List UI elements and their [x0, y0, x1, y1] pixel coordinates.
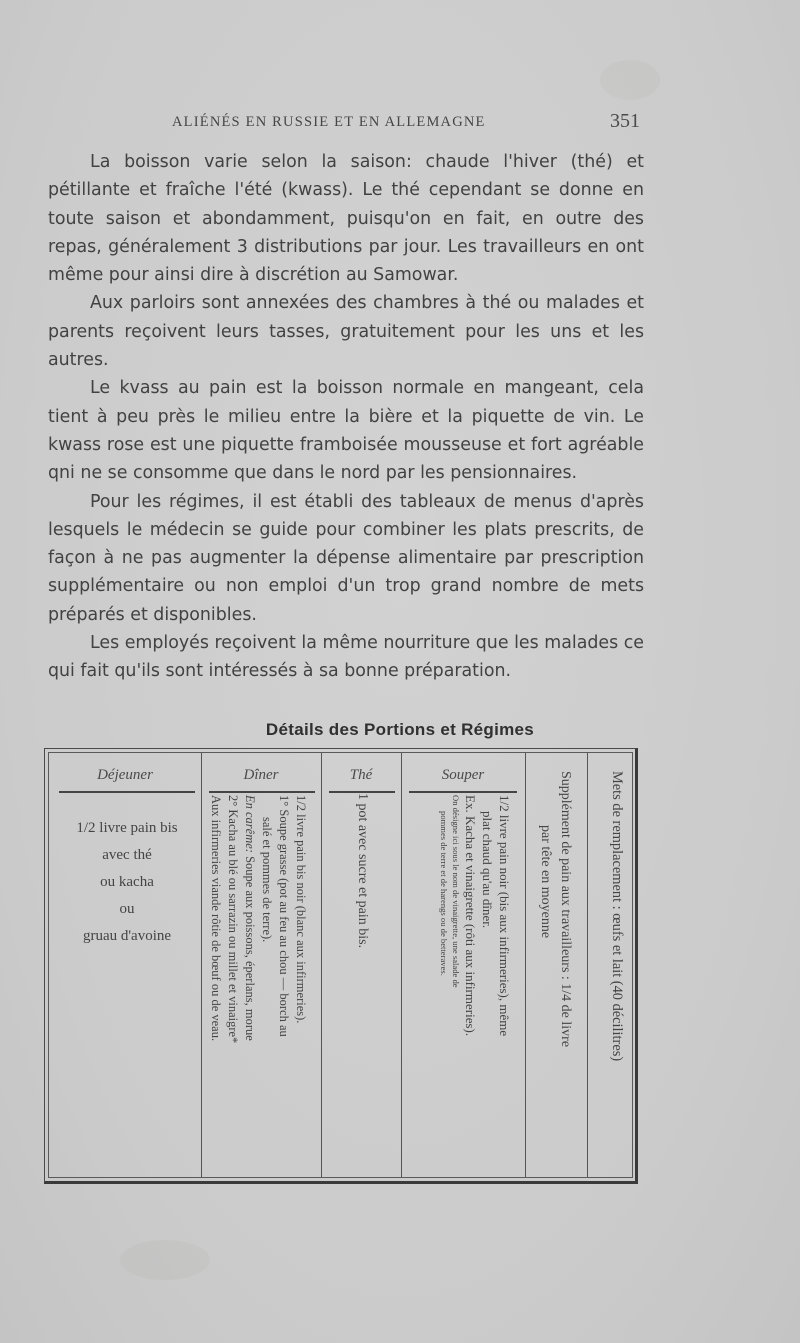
table-title: Détails des Portions et Régimes: [265, 720, 535, 739]
supplement-cell: [535, 771, 575, 1047]
diner-line: En carême: Soupe aux poissons, éperlans, morue: [243, 795, 257, 1041]
column-divider: [201, 753, 202, 1177]
paragraph: Pour les régimes, il est établi des tableaux de menus d'après lesquels le médecin se guide pour combiner les plats prescrits, de façon à ne pas augmenter la dépense alimentaire par prescription supplémentaire ou non emploi d'un trop grand nombre de mets préparés et disponibles.: [48, 491, 644, 625]
souper-note: pommes de terre et de harengs ou de betteraves.: [439, 811, 449, 976]
paragraph: Le kvass au pain est la boisson normale en mangeant, cela tient à peu près le milieu entre la bière et la piquette de vin. Le kwass rose est une piquette framboisée mousseuse et fort agréable qni ne se consomme que dans le nord par les pensionnaires.: [48, 378, 644, 484]
dejeuner-line: ou: [119, 901, 135, 917]
column-divider: [401, 753, 402, 1177]
diner-line: 1° Soupe grasse (pot au feu au chou — borch au: [277, 795, 291, 1037]
souper-line: plat chaud qu'au dîner.: [480, 811, 495, 929]
souper-line: Ex. Kacha et vinaigrette (rôti aux infirmeries).: [463, 795, 478, 1037]
header-dejeuner: Déjeuner: [97, 767, 153, 783]
the-line: 1 pot avec sucre et pain bis.: [355, 793, 370, 949]
paragraph: La boisson varie selon la saison: chaude l'hiver (thé) et pétillante et fraîche l'été (kwass). Le thé cependant se donne en toute saison et abondamment, puisqu'on en fait, en outre des repas, généralement 3 distributions par jour. Les travailleurs en ont même pour ainsi dire à discrétion au Samowar.: [48, 152, 644, 286]
column-divider: [321, 753, 322, 1177]
mets-cell: [607, 771, 627, 1061]
header-souper: Souper: [441, 767, 485, 783]
souper-note: On désigne ici sous le nom de vinaigrette, une salade de: [451, 795, 461, 988]
paper-stain: [600, 60, 660, 100]
diner-emphasis: En carême:: [243, 795, 257, 853]
souper-cell: [438, 795, 513, 1036]
dejeuner-line: avec thé: [102, 847, 152, 863]
portions-table: [44, 748, 638, 1184]
running-head: ALIÉNÉS EN RUSSIE ET EN ALLEMAGNE: [172, 114, 486, 130]
paper-stain: [120, 1240, 210, 1280]
diner-line: salé et pommes de terre).: [260, 817, 274, 943]
page-number: 351: [610, 110, 640, 132]
supplement-line: Supplément de pain aux travailleurs : 1/4 de livre: [558, 771, 573, 1048]
diner-line: 1/2 livre pain bis noir (blanc aux infirmeries).: [294, 795, 308, 1024]
paragraph: Les employés reçoivent la même nourriture que les malades ce qui fait qu'ils sont intéressés à sa bonne préparation.: [48, 633, 644, 682]
body-text: [48, 148, 644, 686]
header-the: Thé: [349, 767, 373, 783]
dejeuner-line: ou kacha: [100, 874, 154, 890]
header-rule: [409, 791, 517, 793]
diner-cell: [207, 795, 309, 1043]
dejeuner-line: gruau d'avoine: [82, 928, 172, 944]
paragraph: Aux parloirs sont annexées des chambres à thé ou malades et parents reçoivent leurs tasses, gratuitement pour les uns et les autres.: [48, 293, 644, 371]
dejeuner-cell: [57, 815, 197, 950]
column-divider: [525, 753, 526, 1177]
header-diner: Dîner: [243, 767, 279, 783]
mets-line: Mets de remplacement : œufs et lait (40 décilitres): [609, 771, 625, 1062]
supplement-line: par tête en moyenne: [538, 825, 553, 939]
dejeuner-line: 1/2 livre pain bis: [76, 820, 178, 836]
header-rule: [209, 791, 315, 793]
the-cell: [353, 793, 371, 948]
diner-line: Aux infirmeries viande rôtie de bœuf ou de veau.: [209, 795, 223, 1042]
diner-line: 2° Kacha au blé ou sarrazin ou millet et vinaigre*: [226, 795, 240, 1044]
souper-line: 1/2 livre pain noir (bis aux infirmeries), même: [497, 795, 512, 1037]
page-header: [0, 112, 800, 136]
table-inner-frame: [48, 752, 633, 1178]
header-rule: [59, 791, 195, 793]
column-divider: [587, 753, 588, 1177]
